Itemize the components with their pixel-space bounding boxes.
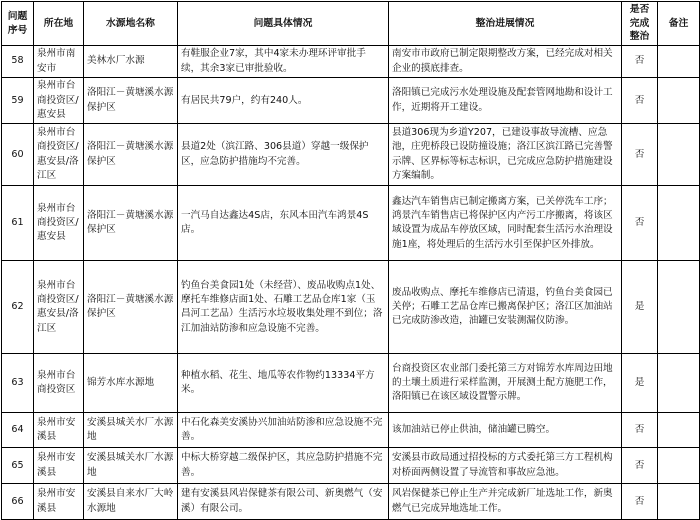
cell-issue: 钓鱼台美食园1处（未经营）、废品收购点1处、摩托车维修店面1处、石雕工艺品仓库1家（玉昌河工艺品）生活污水垃圾收集处理不到位；洛江加油站防渗和应急设施不完善。 [178,261,389,354]
cell-source-name: 安溪县城关水厂水源地 [84,448,178,484]
table-header-row [2,2,700,46]
cell-done: 否 [622,413,658,448]
cell-no: 63 [2,354,34,413]
cell-remark [658,124,700,186]
cell-remark [658,413,700,448]
cell-progress: 风岩保健茶已停止生产并完成新厂址选址工作，新奥燃气已完成异地选址工作。 [389,484,622,520]
header-done: 是否完成整治 [622,2,658,46]
cell-no: 58 [2,46,34,78]
cell-done: 否 [622,78,658,124]
cell-no: 60 [2,124,34,186]
rectification-table [1,1,700,520]
header-progress: 整治进展情况 [389,2,622,46]
table-row [2,261,700,354]
cell-remark [658,484,700,520]
cell-issue: 中石化森美安溪协兴加油站防渗和应急设施不完善。 [178,413,389,448]
cell-progress: 台商投资区农业部门委托第三方对锦芳水库周边田地的土壤土质进行采样监测，开展测土配方施肥工作，洛阳镇已在该区域设置警示牌。 [389,354,622,413]
cell-city: 泉州市台商投资区/惠安县 [34,78,84,124]
cell-remark [658,261,700,354]
cell-city: 泉州市台商投资区/惠安县/洛江区 [34,124,84,186]
cell-no: 61 [2,186,34,261]
cell-issue: 县道2处（滨江路、306县道）穿越一级保护区，应急防护措施均不完善。 [178,124,389,186]
cell-progress: 安溪县市政局通过招投标的方式委托第三方工程机构对桥面两侧设置了导流管和事故应急池。 [389,448,622,484]
header-city: 所在地 [34,2,84,46]
document-page [1,1,699,520]
cell-done: 否 [622,124,658,186]
cell-city: 泉州市台商投资区/惠安县/洛江区 [34,261,84,354]
cell-progress: 该加油站已停止供油，储油罐已腾空。 [389,413,622,448]
cell-remark [658,78,700,124]
cell-no: 65 [2,448,34,484]
cell-no: 59 [2,78,34,124]
cell-no: 62 [2,261,34,354]
cell-source-name: 洛阳江－黄塘溪水源保护区 [84,124,178,186]
cell-done: 否 [622,484,658,520]
cell-issue: 一汽马自达鑫达4S店，东风本田汽车鸿景4S店。 [178,186,389,261]
table-row [2,413,700,448]
cell-issue: 中标大桥穿越二级保护区，其应急防护措施不完善。 [178,448,389,484]
header-no: 问题序号 [2,2,34,46]
cell-done: 否 [622,186,658,261]
cell-no: 64 [2,413,34,448]
cell-issue: 有居民共79户，约有240人。 [178,78,389,124]
header-issue: 问题具体情况 [178,2,389,46]
cell-done: 否 [622,46,658,78]
table-row [2,124,700,186]
cell-remark [658,448,700,484]
cell-city: 泉州市安溪县 [34,448,84,484]
cell-issue: 有鞋服企业7家，其中4家未办理环评审批手续，其余3家已审批验收。 [178,46,389,78]
cell-remark [658,354,700,413]
cell-source-name: 安溪县自来水厂大岭水源地 [84,484,178,520]
cell-issue: 种植水稻、花生、地瓜等农作物约13334平方米。 [178,354,389,413]
cell-source-name: 锦芳水库水源地 [84,354,178,413]
cell-source-name: 洛阳江－黄塘溪水源保护区 [84,261,178,354]
cell-progress: 南安市市政府已制定限期整改方案，已经完成对相关企业的摸底排查。 [389,46,622,78]
header-source-name: 水源地名称 [84,2,178,46]
cell-city: 泉州市南安市 [34,46,84,78]
cell-done: 是 [622,354,658,413]
cell-city: 泉州市安溪县 [34,413,84,448]
cell-done: 否 [622,448,658,484]
cell-source-name: 洛阳江－黄塘溪水源保护区 [84,78,178,124]
table-row [2,354,700,413]
cell-progress: 鑫达汽车销售店已制定搬离方案，已关停洗车工序；鸿景汽车销售店已将保护区内产污工序搬离，将该区域设置为成品车停放区域，同时配套生活污水治理设施1座，将处理后的生活污水引至保护区外排放。 [389,186,622,261]
table-row [2,484,700,520]
cell-issue: 建有安溪县风岩保健茶有限公司、新奥燃气（安溪）有限公司。 [178,484,389,520]
cell-city: 泉州市安溪县 [34,484,84,520]
table-row [2,46,700,78]
cell-remark [658,46,700,78]
cell-source-name: 洛阳江－黄塘溪水源保护区 [84,186,178,261]
cell-city: 泉州市台商投资区 [34,354,84,413]
cell-remark [658,186,700,261]
cell-source-name: 美林水厂水源 [84,46,178,78]
cell-done: 是 [622,261,658,354]
cell-city: 泉州市台商投资区/惠安县 [34,186,84,261]
cell-source-name: 安溪县城关水厂水源地 [84,413,178,448]
cell-progress: 县道306现为乡道Y207，已建设事故导流槽、应急池，庄兜桥段已设防撞设施；洛江区滨江路已完善警示牌、区界标等标志标识，已完成应急防护措施建设方案编制。 [389,124,622,186]
table-row [2,448,700,484]
cell-progress: 废品收购点、摩托车维修店已清退，钓鱼台美食园已关停；石雕工艺品仓库已搬离保护区；洛江区加油站已完成防渗改造，油罐已安装测漏仪防渗。 [389,261,622,354]
cell-no: 66 [2,484,34,520]
table-row [2,186,700,261]
header-remark: 备注 [658,2,700,46]
table-row [2,78,700,124]
cell-progress: 洛阳镇已完成污水处理设施及配套管网地勘和设计工作，近期将开工建设。 [389,78,622,124]
